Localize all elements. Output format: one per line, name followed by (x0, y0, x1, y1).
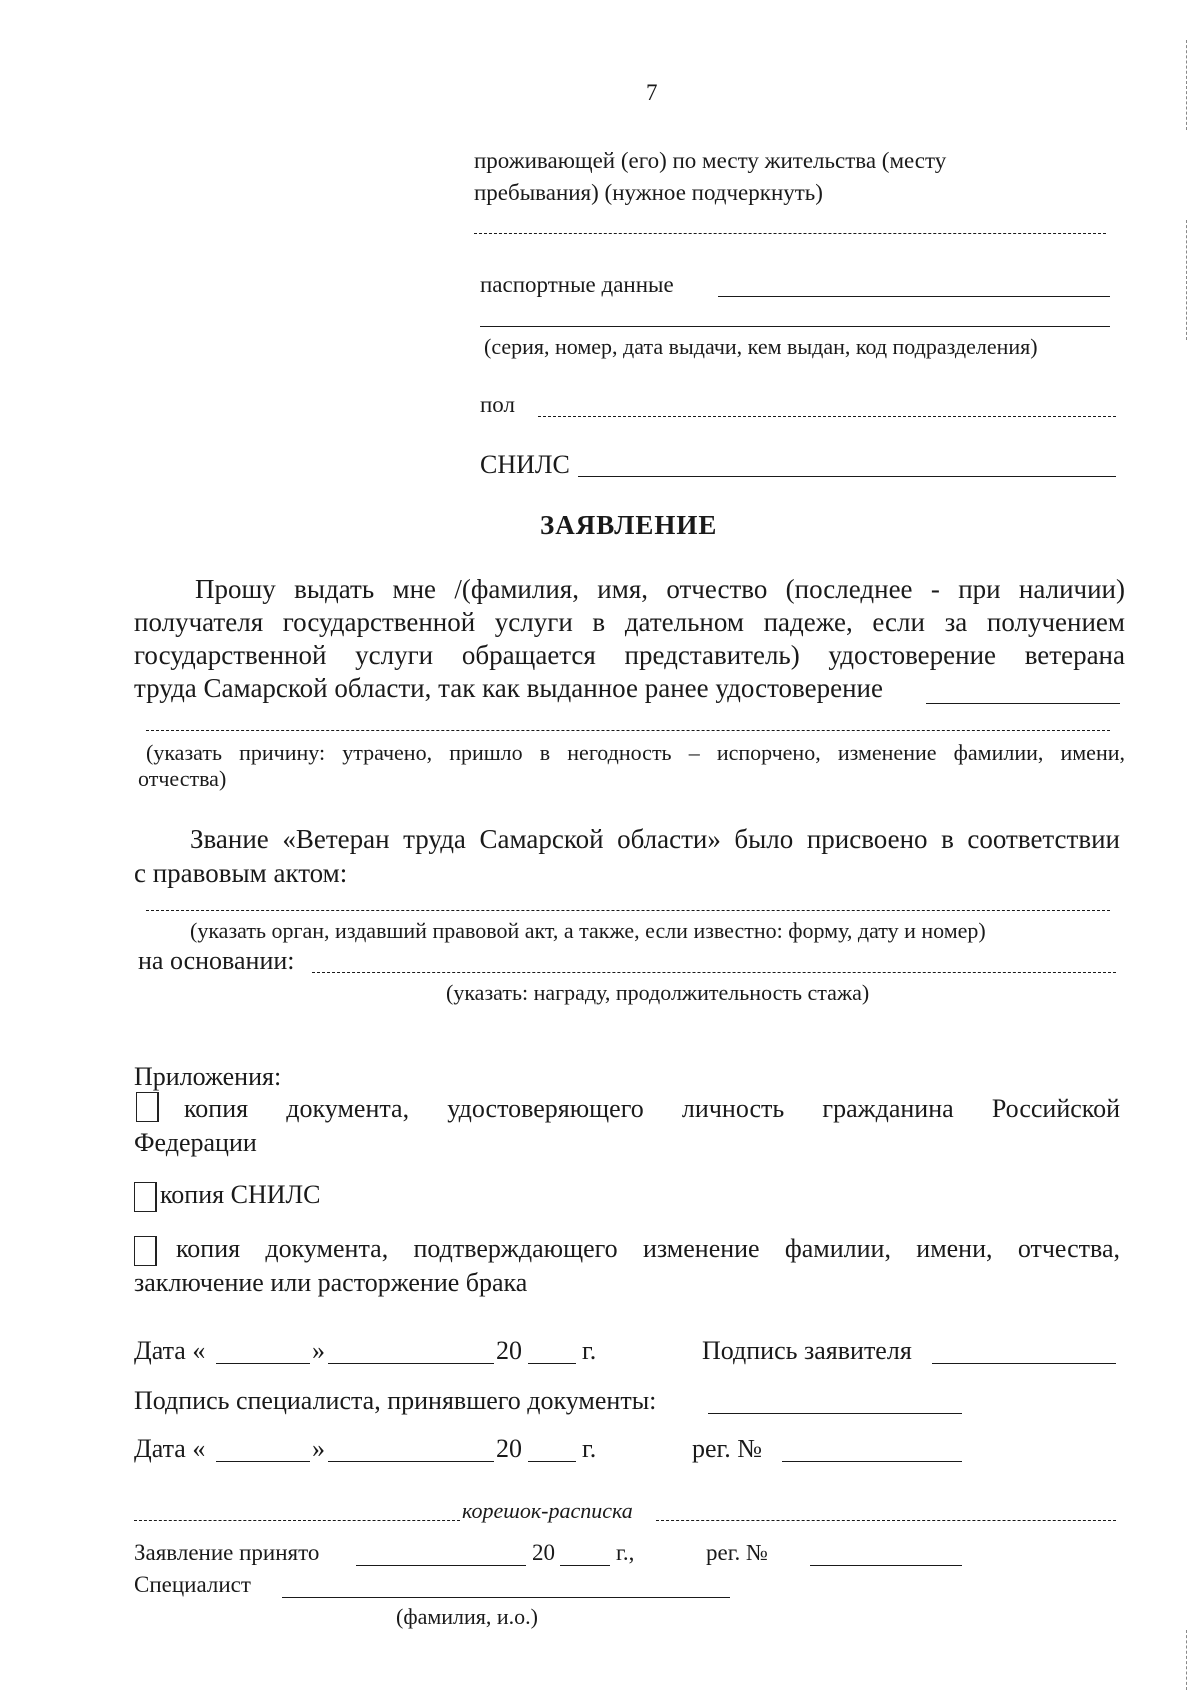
page-number: 7 (646, 80, 658, 105)
award-line-1: Звание «Ветеран труда Самарской области» было присвоено в соответствии (190, 824, 1120, 854)
date-year-suffix: г. (582, 1336, 597, 1365)
attachments-heading: Приложения: (134, 1062, 282, 1091)
scan-edge-mark (1186, 40, 1187, 130)
attachment-name-change-line-1: копия документа, подтверждающего изменение фамилии, имени, отчества, (176, 1234, 1120, 1263)
date-day-line-2 (216, 1461, 310, 1462)
snils-label: СНИЛС (480, 450, 570, 479)
reason-hint-line-2: отчества) (138, 766, 227, 791)
basis-fill-line (312, 972, 1116, 973)
date-label-2: Дата « (134, 1434, 206, 1463)
gender-label: пол (480, 392, 515, 417)
act-fill-line (146, 910, 1110, 911)
receipt-year-line (560, 1565, 610, 1566)
request-line-3: государственной услуги обращается представитель) удостоверение ветерана (134, 640, 1125, 670)
request-line-1: Прошу выдать мне /(фамилия, имя, отчество (последнее - при наличии) (195, 574, 1125, 604)
attachment-checkbox-snils[interactable] (134, 1182, 157, 1212)
scan-edge-mark (1186, 220, 1187, 340)
reason-hint-line-1: (указать причину: утрачено, пришло в негодность – испорчено, изменение фамилии, имени, (146, 740, 1125, 765)
scan-edge-mark (1186, 1630, 1187, 1690)
receipt-reg-label: рег. № (706, 1540, 768, 1565)
receipt-date-line (356, 1565, 526, 1566)
reg-number-line (782, 1461, 962, 1462)
date-year-line-2 (528, 1461, 576, 1462)
basis-hint: (указать: награду, продолжительность стажа) (446, 980, 870, 1005)
date-year-prefix-2: 20 (496, 1434, 522, 1463)
snils-fill-line (578, 476, 1116, 477)
attachment-name-change-line-2: заключение или расторжение брака (134, 1268, 528, 1297)
stub-line-left (134, 1520, 460, 1521)
act-hint: (указать орган, издавший правовой акт, а также, если известно: форму, дату и номер) (190, 918, 986, 943)
gender-fill-line (538, 416, 1116, 417)
attachment-checkbox-passport[interactable] (136, 1092, 159, 1122)
applicant-signature-line (932, 1363, 1116, 1364)
reg-number-label: рег. № (692, 1434, 763, 1463)
date-month-line (328, 1363, 494, 1364)
specialist-signature-line (708, 1413, 962, 1414)
passport-label: паспортные данные (480, 272, 674, 297)
receipt-year-suffix: г., (616, 1540, 635, 1565)
receipt-specialist-line (282, 1597, 730, 1598)
date-month-line-2 (328, 1461, 494, 1462)
passport-fill-line (718, 296, 1110, 297)
residence-line-1: проживающей (его) по месту жительства (месту (474, 148, 947, 173)
request-line-4: труда Самарской области, так как выданное ранее удостоверение (134, 673, 883, 703)
date-quote-close-2: » (312, 1434, 325, 1463)
passport-fill-line-2 (480, 326, 1110, 327)
date-day-line (216, 1363, 310, 1364)
date-year-prefix: 20 (496, 1336, 522, 1365)
residence-line-2: пребывания) (нужное подчеркнуть) (474, 180, 823, 205)
document-title: ЗАЯВЛЕНИЕ (540, 510, 718, 540)
date-year-line (528, 1363, 576, 1364)
specialist-signature-label: Подпись специалиста, принявшего документы: (134, 1386, 657, 1415)
date-year-suffix-2: г. (582, 1434, 597, 1463)
stub-label: корешок-расписка (462, 1498, 633, 1523)
date-label: Дата « (134, 1336, 206, 1365)
attachment-snils-label: копия СНИЛС (160, 1180, 321, 1209)
receipt-year-prefix: 20 (532, 1540, 555, 1565)
stub-line-right (656, 1520, 1116, 1521)
attachment-checkbox-name-change[interactable] (134, 1236, 157, 1266)
receipt-reg-line (810, 1565, 962, 1566)
residence-fill-line (474, 233, 1106, 234)
basis-label: на основании: (138, 946, 295, 975)
applicant-signature-label: Подпись заявителя (702, 1336, 912, 1365)
passport-hint: (серия, номер, дата выдачи, кем выдан, код подразделения) (484, 334, 1038, 359)
certificate-fill-line (926, 703, 1120, 704)
receipt-accepted-label: Заявление принято (134, 1540, 320, 1565)
attachment-passport-line-1: копия документа, удостоверяющего личность гражданина Российской (184, 1094, 1120, 1123)
receipt-specialist-label: Специалист (134, 1572, 251, 1597)
award-line-2: с правовым актом: (134, 858, 348, 888)
date-quote-close: » (312, 1336, 325, 1365)
request-line-2: получателя государственной услуги в дательном падеже, если за получением (134, 607, 1125, 637)
receipt-name-hint: (фамилия, и.о.) (396, 1604, 539, 1629)
attachment-passport-line-2: Федерации (134, 1128, 257, 1157)
certificate-fill-line-2 (146, 730, 1110, 731)
